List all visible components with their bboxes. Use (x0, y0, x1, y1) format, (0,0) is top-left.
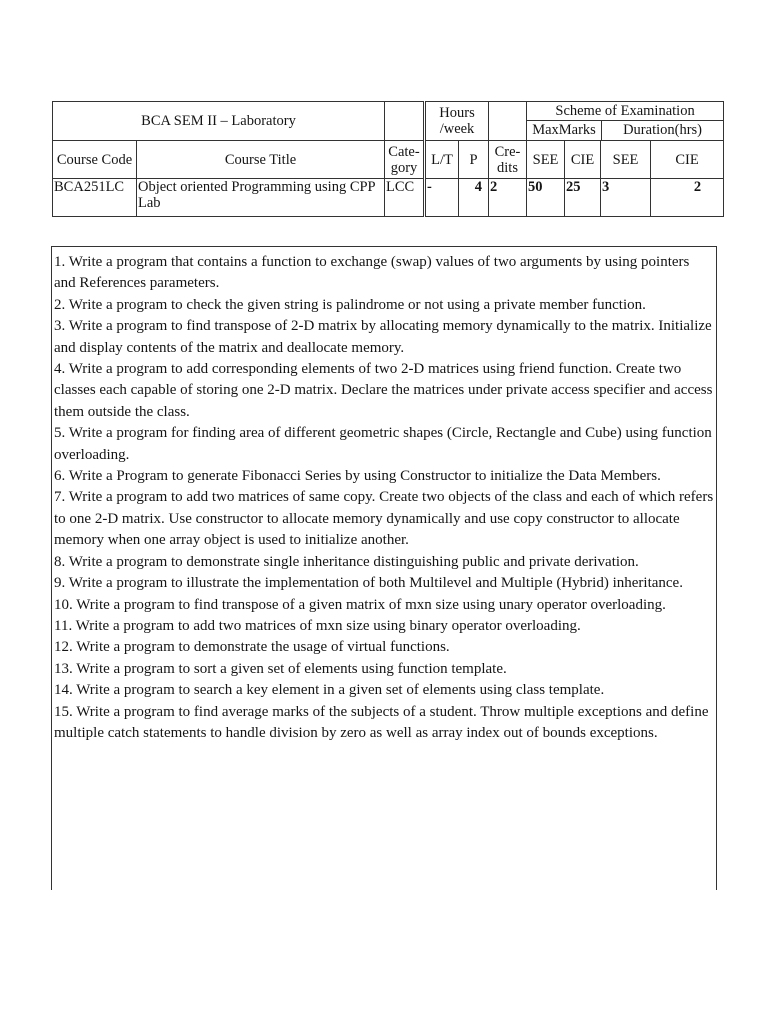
see-duration-header: SEE (601, 141, 651, 179)
course-scheme-table (52, 101, 724, 217)
list-item: 8. Write a program to demonstrate single inheritance distinguishing public and private derivation. (54, 553, 639, 570)
list-item: 6. Write a Program to generate Fibonacci Series by using Constructor to initialize the Data Members. (54, 468, 661, 485)
p-cell: 4 (459, 179, 489, 217)
list-item: 4. Write a program to add corresponding elements of two 2-D matrices using friend function. Create two classes each capable of storing one 2-D matrix. Declare the matrices under private access specifier and access them outside the class. (54, 361, 713, 420)
list-item: 14. Write a program to search a key element in a given set of elements using class template. (54, 682, 605, 699)
cie-duration-cell: 2 (651, 179, 724, 217)
list-item: 10. Write a program to find transpose of a given matrix of mxn size using unary operator overloading. (54, 596, 666, 613)
list-item: 3. Write a program to find transpose of 2-D matrix by allocating memory dynamically to the matrix. Initialize and display contents of the matrix and deallocate memory. (54, 318, 712, 356)
scheme-of-examination-label: Scheme of Examination (527, 102, 723, 121)
p-header: P (459, 141, 489, 179)
list-item: 1. Write a program that contains a function to exchange (swap) values of two arguments by using pointers and References parameters. (54, 254, 690, 292)
list-item: 5. Write a program for finding area of different geometric shapes (Circle, Rectangle and Cube) using function overloading. (54, 425, 712, 463)
duration-label: Duration(hrs) (623, 122, 702, 138)
see-marks-header: SEE (527, 141, 565, 179)
experiment-list (51, 246, 717, 890)
list-item: 13. Write a program to sort a given set of elements using function template. (54, 660, 507, 677)
see-marks-cell: 50 (527, 179, 565, 217)
cie-marks-header: CIE (565, 141, 601, 179)
scheme-header (527, 102, 724, 141)
list-item: 15. Write a program to find average marks of the subjects of a student. Throw multiple exceptions and define multiple catch statements to handle division by zero as well as array index out of bounds exceptions. (54, 703, 709, 741)
list-item: 7. Write a program to add two matrices of same copy. Create two objects of the class and each of which refers to one 2-D matrix. Use constructor to allocate memory dynamically and use copy constructor to allocate memory when one array object is used to initialize another. (54, 489, 714, 549)
empty-header-cell (385, 102, 425, 141)
category-header: Cate- gory (385, 141, 425, 179)
course-title-cell: Object oriented Programming using CPP Lab (137, 179, 385, 217)
credits-cell: 2 (489, 179, 527, 217)
list-item: 9. Write a program to illustrate the implementation of both Multilevel and Multiple (Hybrid) inheritance. (54, 575, 683, 592)
list-item: 11. Write a program to add two matrices of mxn size using binary operator overloading. (54, 617, 581, 634)
see-duration-cell: 3 (601, 179, 651, 217)
lt-header: L/T (425, 141, 459, 179)
lt-cell: - (425, 179, 459, 217)
hours-week-header: Hours /week (425, 102, 489, 141)
empty-header-cell (489, 102, 527, 141)
course-code-header: Course Code (53, 141, 137, 179)
table-row (53, 179, 724, 217)
cie-duration-header: CIE (651, 141, 724, 179)
max-marks-label: MaxMarks (527, 121, 602, 140)
category-cell: LCC (385, 179, 425, 217)
list-item: 12. Write a program to demonstrate the usage of virtual functions. (54, 639, 450, 656)
list-item: 2. Write a program to check the given string is palindrome or not using a private member function. (54, 296, 646, 313)
cie-marks-cell: 25 (565, 179, 601, 217)
table-title: BCA SEM II – Laboratory (53, 102, 385, 141)
course-code-cell: BCA251LC (53, 179, 137, 217)
course-title-header: Course Title (137, 141, 385, 179)
credits-header: Cre- dits (489, 141, 527, 179)
